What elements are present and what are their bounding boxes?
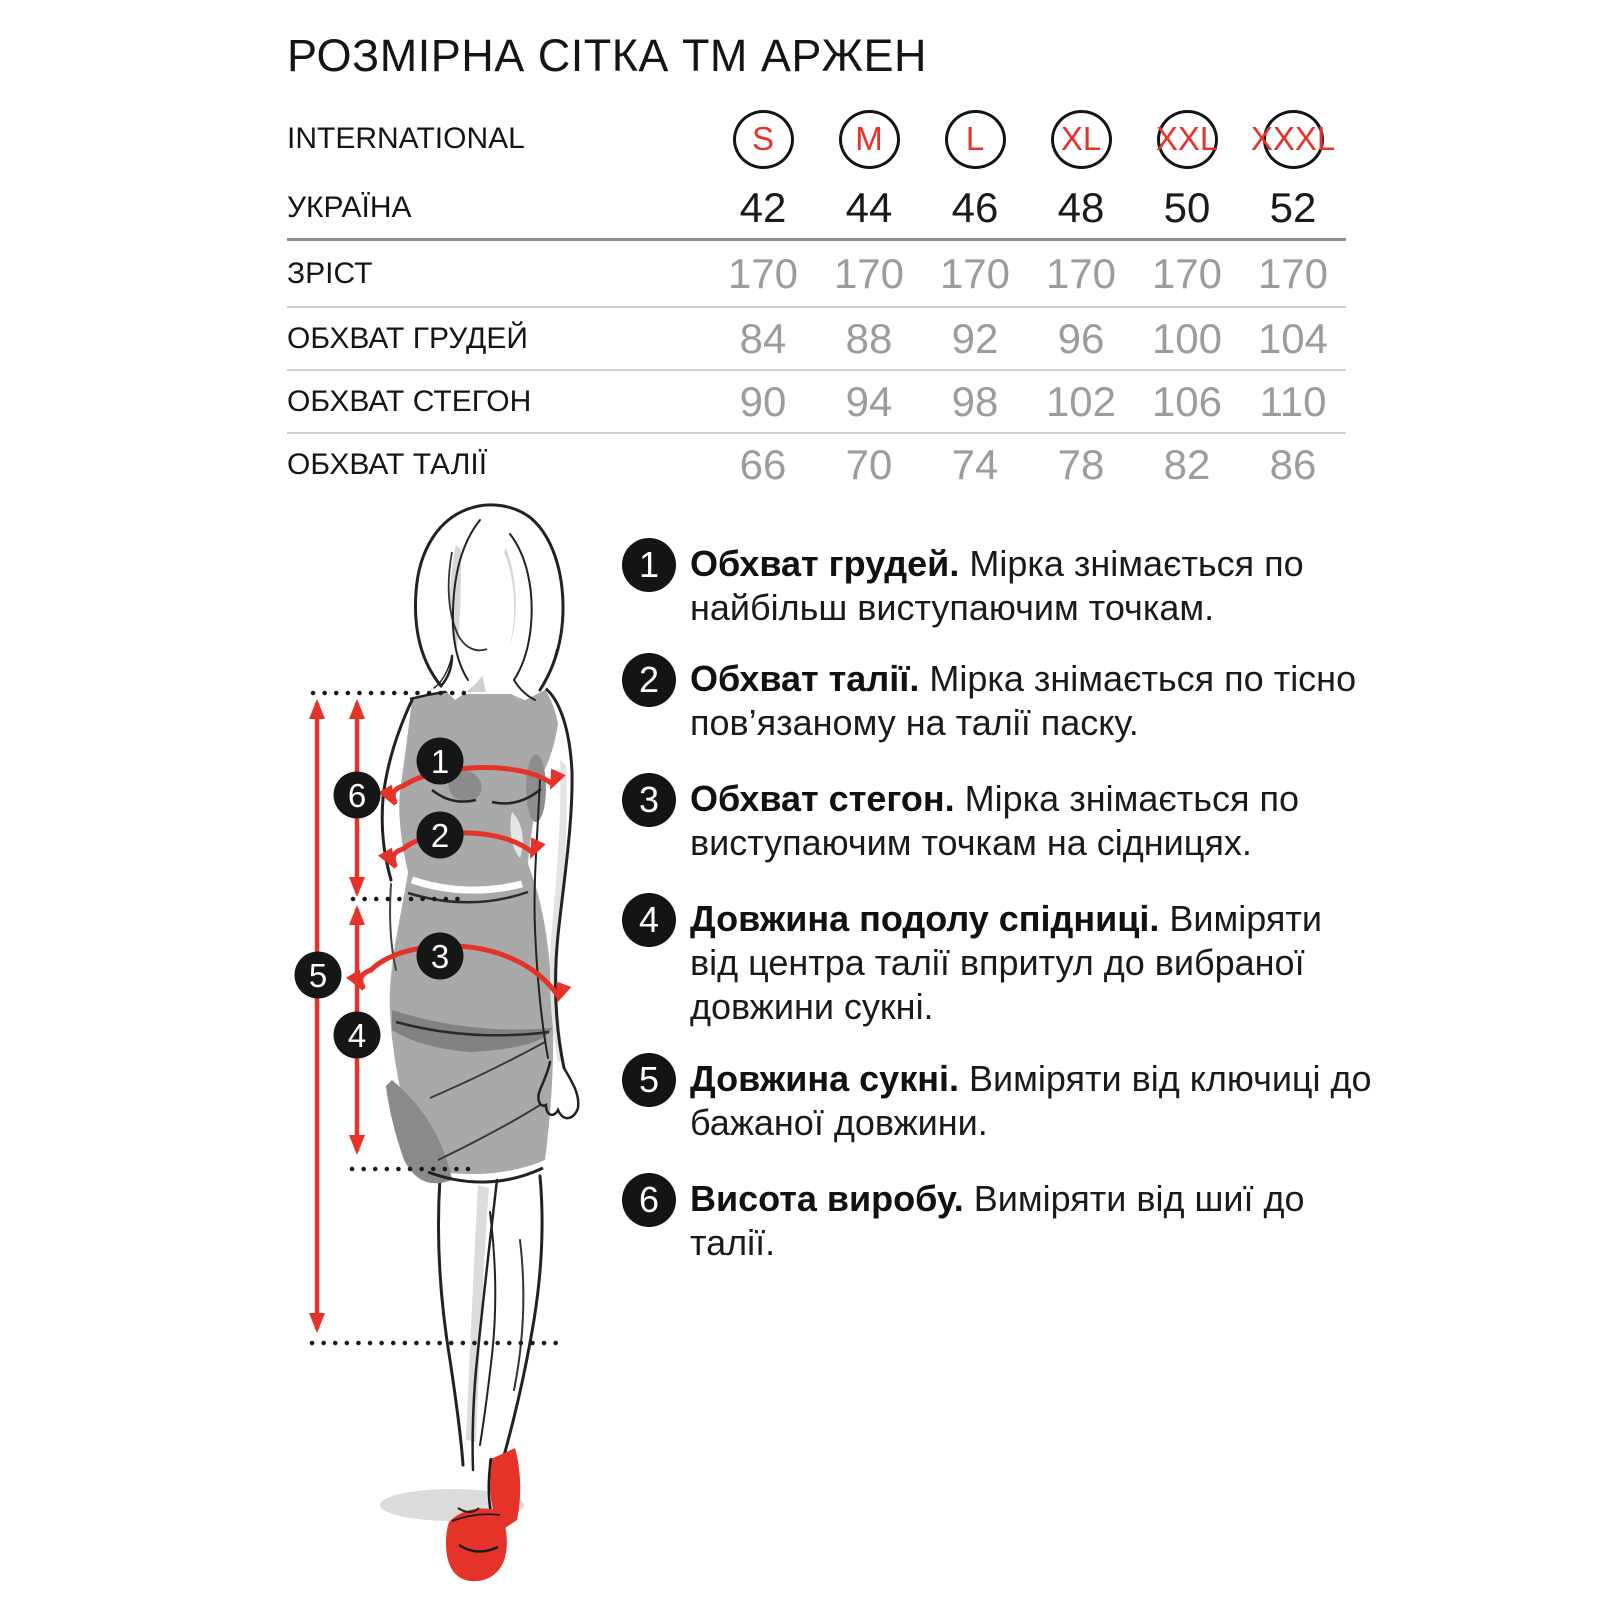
table-cell: 106 — [1151, 377, 1223, 425]
size-circle-icon — [1051, 110, 1112, 169]
size-letter: XXXL — [1250, 120, 1336, 157]
legend-item-4 — [622, 893, 1380, 1029]
table-cell: 82 — [1163, 441, 1211, 488]
table-cell: 102 — [1045, 377, 1117, 425]
size-circle-icon — [1250, 110, 1336, 169]
size-letter: M — [855, 120, 883, 157]
legend-number-badge: 3 — [622, 773, 676, 827]
table-cell: 170 — [1151, 249, 1223, 297]
legend-number-badge: 6 — [622, 1173, 676, 1227]
row-label-ukraine: УКРАЇНА — [287, 191, 412, 224]
legend-term: Довжина подолу спідниці. — [690, 898, 1160, 939]
size-badge — [922, 110, 1028, 169]
marker-1: 1 — [430, 743, 450, 780]
row-label: ОБХВАТ СТЕГОН — [287, 384, 532, 418]
table-cell: 50 — [1163, 184, 1211, 231]
row-label: ЗРІСТ — [287, 256, 373, 290]
table-cell: 70 — [845, 441, 893, 488]
table-cell: 48 — [1057, 184, 1105, 231]
table-cell: 98 — [951, 377, 999, 425]
legend-term: Висота виробу. — [690, 1178, 964, 1219]
table-cell: 92 — [951, 314, 999, 362]
table-cell: 52 — [1269, 184, 1317, 231]
legend-item-1 — [622, 538, 1380, 630]
legend-term: Обхват грудей. — [690, 543, 960, 584]
legend-number-badge: 4 — [622, 893, 676, 947]
row-label: ОБХВАТ ТАЛІЇ — [287, 448, 488, 481]
table-cell: 44 — [845, 184, 893, 231]
size-circle-icon — [1157, 110, 1218, 169]
table-row-ukraine — [287, 178, 1346, 238]
size-letter: XXL — [1155, 120, 1219, 157]
legend-text — [690, 1177, 1380, 1265]
table-cell: 170 — [939, 249, 1011, 297]
legend-text — [690, 542, 1380, 630]
table-cell: 74 — [951, 441, 999, 488]
table-cell: 170 — [833, 249, 905, 297]
table-cell: 66 — [739, 441, 787, 488]
marker-6: 6 — [347, 777, 367, 814]
table-row-international — [287, 100, 1346, 178]
table-cell: 88 — [845, 314, 893, 362]
table-cell: 78 — [1057, 441, 1105, 488]
row-label: ОБХВАТ ГРУДЕЙ — [287, 321, 528, 355]
legend-term: Довжина сукні. — [690, 1058, 959, 1099]
size-table — [287, 100, 1346, 496]
dress — [386, 686, 558, 1184]
size-letter: XL — [1060, 120, 1102, 157]
size-badge — [1134, 110, 1240, 169]
size-circle-icon — [945, 110, 1006, 169]
legend-desc: Виміряти від ключиці до бажаної довжини. — [690, 1058, 1372, 1143]
legend-text — [690, 1057, 1380, 1145]
legend-text — [690, 897, 1380, 1029]
legend-item-5 — [622, 1053, 1380, 1145]
legend-term: Обхват стегон. — [690, 778, 955, 819]
legend-number-badge: 1 — [622, 538, 676, 592]
marker-4: 4 — [347, 1017, 367, 1054]
legend-desc: Виміряти від центра талії впритул до вибраної довжини сукні. — [690, 898, 1322, 1027]
legend-text — [690, 657, 1380, 745]
size-badge — [1240, 110, 1346, 169]
legend-item-3 — [622, 773, 1380, 865]
legend-number-badge: 5 — [622, 1053, 676, 1107]
head — [415, 505, 566, 700]
table-cell: 96 — [1057, 314, 1105, 362]
size-badge — [710, 110, 816, 169]
legend-term: Обхват талії. — [690, 658, 920, 699]
size-circle-icon — [733, 110, 794, 169]
size-badge — [1028, 110, 1134, 169]
marker-5: 5 — [308, 957, 328, 994]
table-row-hips — [287, 369, 1346, 432]
size-badge — [816, 110, 922, 169]
table-cell: 170 — [727, 249, 799, 297]
page-title: РОЗМІРНА СІТКА ТМ АРЖЕН — [287, 30, 928, 81]
marker-3: 3 — [430, 938, 450, 975]
table-cell: 100 — [1151, 314, 1223, 362]
table-cell: 94 — [845, 377, 893, 425]
size-circle-icon — [839, 110, 900, 169]
table-cell: 46 — [951, 184, 999, 231]
legend-desc: Мірка знімається по тісно пов’язаному на талії паску. — [690, 658, 1357, 743]
size-letter: S — [751, 120, 774, 157]
legend-desc: Мірка знімається по виступаючим точкам на сідницях. — [690, 778, 1299, 863]
table-cell: 42 — [739, 184, 787, 231]
table-cell: 84 — [739, 314, 787, 362]
table-row-chest — [287, 306, 1346, 369]
legend-number-badge: 2 — [622, 653, 676, 707]
legend-text — [690, 777, 1380, 865]
legend-item-2 — [622, 653, 1380, 745]
table-row-height — [287, 238, 1346, 306]
table-cell: 170 — [1045, 249, 1117, 297]
size-letter: L — [965, 120, 985, 157]
marker-2: 2 — [430, 817, 450, 854]
table-cell: 170 — [1257, 249, 1329, 297]
table-cell: 110 — [1259, 377, 1327, 425]
legend-desc: Виміряти від шиї до талії. — [690, 1178, 1305, 1263]
table-cell: 90 — [739, 377, 787, 425]
legend-desc: Мірка знімається по найбільш виступаючим точкам. — [690, 543, 1304, 628]
row-label-international: INTERNATIONAL — [287, 122, 525, 155]
table-row-waist — [287, 432, 1346, 496]
table-cell: 104 — [1257, 314, 1329, 362]
table-cell: 86 — [1269, 441, 1317, 488]
legs — [438, 1176, 542, 1488]
legend-item-6 — [622, 1173, 1380, 1265]
